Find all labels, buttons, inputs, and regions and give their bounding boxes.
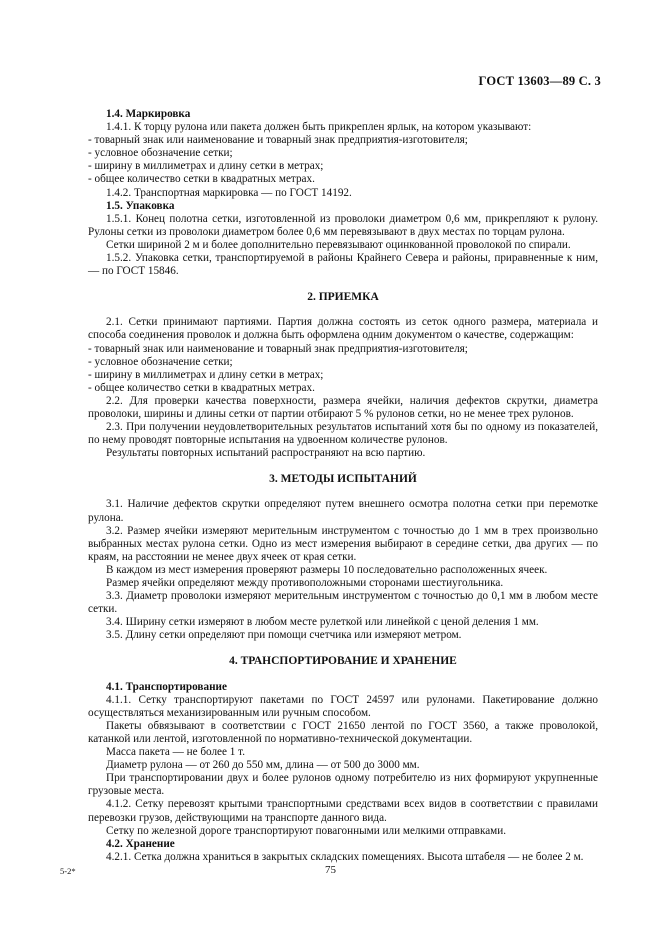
- paragraph: Масса пакета — не более 1 т.: [106, 746, 246, 759]
- subsection-title: 4.2. Хранение: [106, 837, 175, 850]
- list-item: - ширину в миллиметрах и длину сетки в метрах;: [88, 368, 324, 381]
- sheet-mark: 5-2*: [60, 866, 76, 876]
- paragraph: 3.1. Наличие дефектов скрутки определяют путем внешнего осмотра полотна сетки при перемотке рулона.: [88, 498, 598, 524]
- list-item: - условное обозначение сетки;: [88, 355, 233, 368]
- paragraph: Размер ячейки определяют между противоположными сторонами шестиугольника.: [106, 577, 504, 589]
- section-heading: 3. МЕТОДЫ ИСПЫТАНИЙ: [269, 473, 417, 486]
- paragraph: 3.4. Ширину сетки измеряют в любом месте рулеткой или линейкой с ценой деления 1 мм.: [106, 616, 539, 629]
- paragraph: 4.2.1. Сетка должна храниться в закрытых складских помещениях. Высота штабеля — не более 2 м.: [106, 850, 584, 863]
- subsection-title: 4.1. Транспортирование: [106, 680, 227, 693]
- paragraph: 3.2. Размер ячейки измеряют мерительным инструментом с точностью до 1 мм в трех произвольно выбранных местах рулона сетки. Одно из мест измерения выбирают в середине сетки, два других — по краям, на расстоянии не менее двух ячеек от края сетки.: [88, 524, 598, 563]
- paragraph: 3.3. Диаметр проволоки измеряют мерительным инструментом с точностью до 0,1 мм в любом месте сетки.: [88, 590, 598, 616]
- paragraph: 1.5.1. Конец полотна сетки, изготовленной из проволоки диаметром 0,6 мм, прикрепляют к рулону. Рулоны сетки из проволоки диаметром более 0,6 мм перевязывают в двух местах по торцам рулона.: [88, 212, 598, 238]
- subsection-title: 1.5. Упаковка: [106, 199, 175, 212]
- paragraph: 3.5. Длину сетки определяют при помощи счетчика или измеряют метром.: [106, 629, 462, 642]
- paragraph: 2.3. При получении неудовлетворительных результатов испытаний хотя бы по одному из показателей, по нему проводят повторные испытания на удвоенном количестве рулонов.: [88, 421, 598, 447]
- paragraph: 4.1.2. Сетку перевозят крытыми транспортными средствами всех видов в соответствии с правилами перевозки грузов, действующими на транспорте данного вида.: [88, 798, 598, 824]
- paragraph: 2.2. Для проверки качества поверхности, размера ячейки, наличия дефектов скрутки, диаметра проволоки, ширины и длины сетки от партии отбирают 5 % рулонов сетки, но не менее трех рулонов.: [88, 394, 598, 420]
- paragraph: При транспортировании двух и более рулонов одному потребителю из них формируют укрупненные грузовые места.: [88, 772, 598, 798]
- paragraph: 1.4.1. К торцу рулона или пакета должен быть прикреплен ярлык, на котором указывают:: [106, 121, 532, 134]
- paragraph: Сетки шириной 2 м и более дополнительно перевязывают оцинкованной проволокой по спирали.: [106, 238, 571, 251]
- paragraph: Диаметр рулона — от 260 до 550 мм, длина — от 500 до 3000 мм.: [106, 759, 420, 772]
- list-item: - общее количество сетки в квадратных метрах.: [88, 173, 315, 186]
- document-body: [88, 108, 598, 864]
- list-item: - общее количество сетки в квадратных метрах.: [88, 381, 315, 394]
- paragraph: Пакеты обвязывают в соответствии с ГОСТ 21650 лентой по ГОСТ 3560, а также проволокой, катанкой или лентой, изготовленной по нормативно-технической документации.: [88, 719, 598, 745]
- list-item: - ширину в миллиметрах и длину сетки в метрах;: [88, 160, 324, 173]
- paragraph: 2.1. Сетки принимают партиями. Партия должна состоять из сеток одного размера, материала и способа соединения проволок и должна быть оформлена одним документом о качестве, содержащим:: [88, 316, 598, 342]
- section-heading: 2. ПРИЕМКА: [307, 291, 379, 304]
- list-item: - условное обозначение сетки;: [88, 147, 233, 160]
- subsection-title: 1.4. Маркировка: [106, 108, 191, 120]
- paragraph: Сетку по железной дороге транспортируют повагонными или мелкими отправками.: [106, 824, 507, 837]
- list-item: - товарный знак или наименование и товарный знак предприятия-изготовителя;: [88, 342, 468, 355]
- paragraph: 1.4.2. Транспортная маркировка — по ГОСТ 14192.: [106, 186, 352, 199]
- section-heading: 4. ТРАНСПОРТИРОВАНИЕ И ХРАНЕНИЕ: [229, 655, 457, 668]
- paragraph: 1.5.2. Упаковка сетки, транспортируемой в районы Крайнего Севера и районы, приравненные к ним, — по ГОСТ 15846.: [88, 252, 598, 278]
- paragraph: 4.1.1. Сетку транспортируют пакетами по ГОСТ 24597 или рулонами. Пакетирование должно осуществляться механизированным или ручным способом.: [88, 693, 598, 719]
- paragraph: Результаты повторных испытаний распространяют на всю партию.: [106, 447, 426, 460]
- list-item: - товарный знак или наименование и товарный знак предприятия-изготовителя;: [88, 134, 468, 147]
- paragraph: В каждом из мест измерения проверяют размеры 10 последовательно расположенных ячеек.: [106, 563, 548, 576]
- page-number: 75: [325, 864, 336, 876]
- page-header-standard: ГОСТ 13603—89 С. 3: [478, 74, 601, 88]
